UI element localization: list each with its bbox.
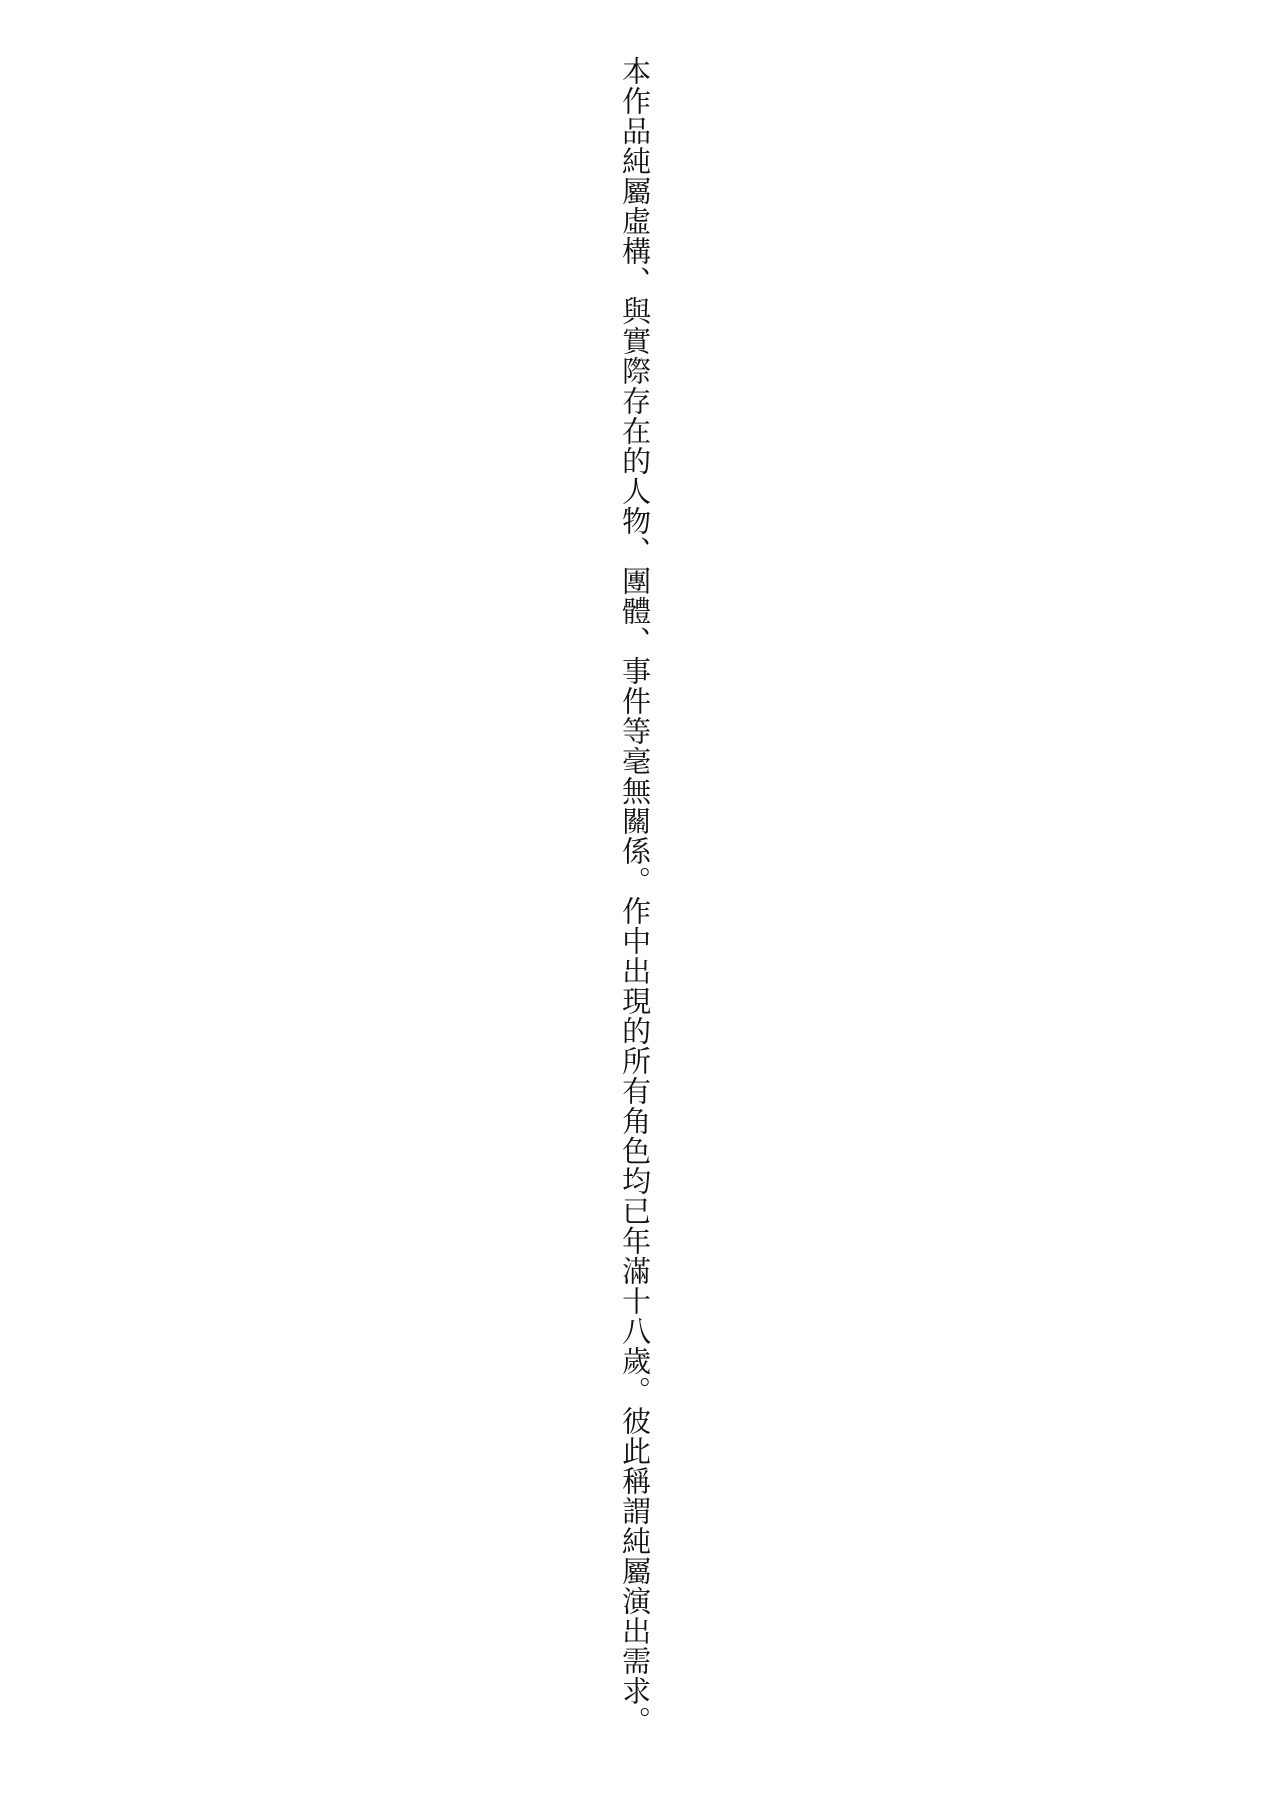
disclaimer-text: 本作品純屬虛構、與實際存在的人物、團體、事件等毫無關係。作中出現的所有角色均已年滿十八歲。彼此稱謂純屬演出需求。	[618, 56, 651, 1736]
